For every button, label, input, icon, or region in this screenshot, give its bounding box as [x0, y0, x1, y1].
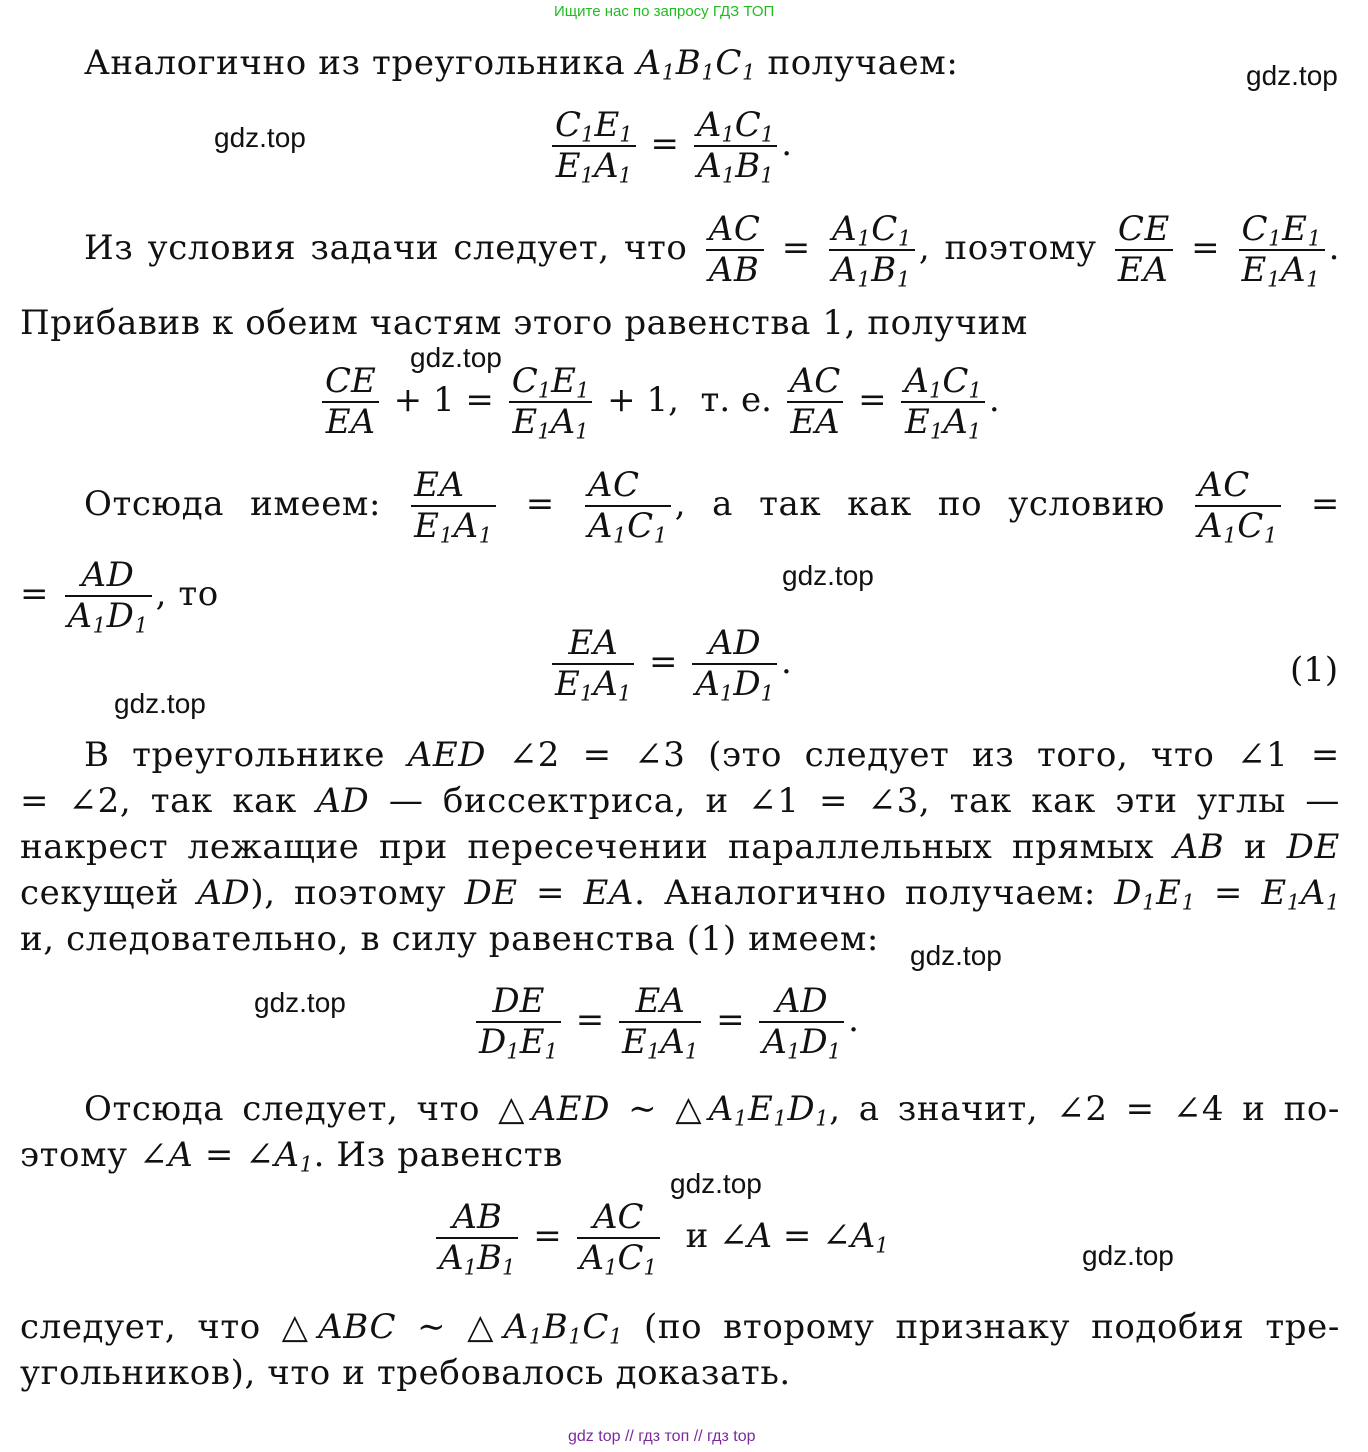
footer-link[interactable]: гдз top: [707, 1428, 756, 1445]
top-banner: Ищите нас по запросу ГДЗ ТОП: [554, 3, 775, 20]
equation-number: (1): [1290, 650, 1339, 690]
paragraph-line: секущей AD), поэтому DE = EA. Аналогично получаем: $D_1E_1 = E_1A_1$: [20, 873, 1340, 915]
watermark: gdz.top: [782, 560, 874, 591]
footer-link[interactable]: гдз топ: [638, 1428, 690, 1445]
watermark: gdz.top: [410, 342, 502, 373]
footer-links: [568, 1428, 756, 1446]
paragraph-line: = ∠2, так как AD — биссектриса, и ∠1 = ∠3, так как эти углы —: [20, 781, 1340, 821]
paragraph-line: Из условия задачи следует, что $\frac{AC}{AB}$ = $\frac{A_1C_1}{A_1B_1}$ , поэтому $\frac{CE}{EA}$ = $\frac{C_1E_1}{E_1A_1}$ .: [84, 209, 1341, 292]
equation: $\frac{EA}{E_1A_1}$ = $\frac{AD}{A_1D_1}$ .: [548, 624, 792, 704]
footer-separator: //: [693, 1428, 703, 1445]
paragraph-line: В треугольнике AED ∠2 = ∠3 (это следует из того, что ∠1 =: [84, 735, 1340, 775]
equation: $\frac{C_1E_1}{E_1A_1}$ = $\frac{A_1C_1}{A_1B_1}$ .: [548, 106, 792, 186]
equation: $\frac{DE}{D_1E_1}$ = $\frac{EA}{E_1A_1}$ = $\frac{AD}{A_1D_1}$ .: [472, 982, 859, 1062]
watermark: gdz.top: [114, 688, 206, 719]
paragraph-line: Отсюда следует, что △AED ∼ $\triangle A_1E_1D_1$, а значит, ∠2 = ∠4 и по-: [84, 1089, 1341, 1131]
watermark: gdz.top: [1246, 60, 1338, 91]
paragraph-line: Отсюда имеем: $\frac{EA}{E_1A_1}$ = $\frac{AC}{A_1C_1}$ , а так как по условию $\frac{AC}{A_1C_1}$ =: [84, 465, 1340, 548]
paragraph-line: Аналогично из треугольника $A_1B_1C_1$ получаем:: [84, 43, 959, 85]
footer-link[interactable]: gdz top: [568, 1428, 621, 1445]
watermark: gdz.top: [214, 122, 306, 153]
equation: $\frac{CE}{EA}$ + 1 = $\frac{C_1E_1}{E_1A_1}$ + 1, т. е. $\frac{AC}{EA}$ = $\frac{A_1C_1}{E_1A_1}$ .: [318, 362, 1000, 442]
watermark: gdz.top: [670, 1168, 762, 1199]
paragraph-line: этому ∠A = $\angle A_1$. Из равенств: [20, 1135, 563, 1177]
footer-separator: //: [624, 1428, 634, 1445]
paragraph-line: следует, что △ABC ∼ $\triangle A_1B_1C_1$ (по второму признаку подобия тре-: [20, 1307, 1340, 1349]
paragraph-line: = $\frac{AD}{A_1D_1}$ , то: [20, 555, 219, 638]
watermark: gdz.top: [910, 940, 1002, 971]
equation: $\frac{AB}{A_1B_1}$ = $\frac{AC}{A_1C_1}$ и ∠A = $\angle A_1$: [432, 1198, 889, 1278]
paragraph-line: и, следовательно, в силу равенства (1) имеем:: [20, 919, 879, 959]
watermark: gdz.top: [1082, 1240, 1174, 1271]
watermark: gdz.top: [254, 987, 346, 1018]
paragraph-line: накрест лежащие при пересечении параллельных прямых AB и DE: [20, 827, 1340, 867]
paragraph-line: угольников), что и требовалось доказать.: [20, 1353, 791, 1393]
paragraph-line: Прибавив к обеим частям этого равенства 1, получим: [20, 303, 1028, 343]
